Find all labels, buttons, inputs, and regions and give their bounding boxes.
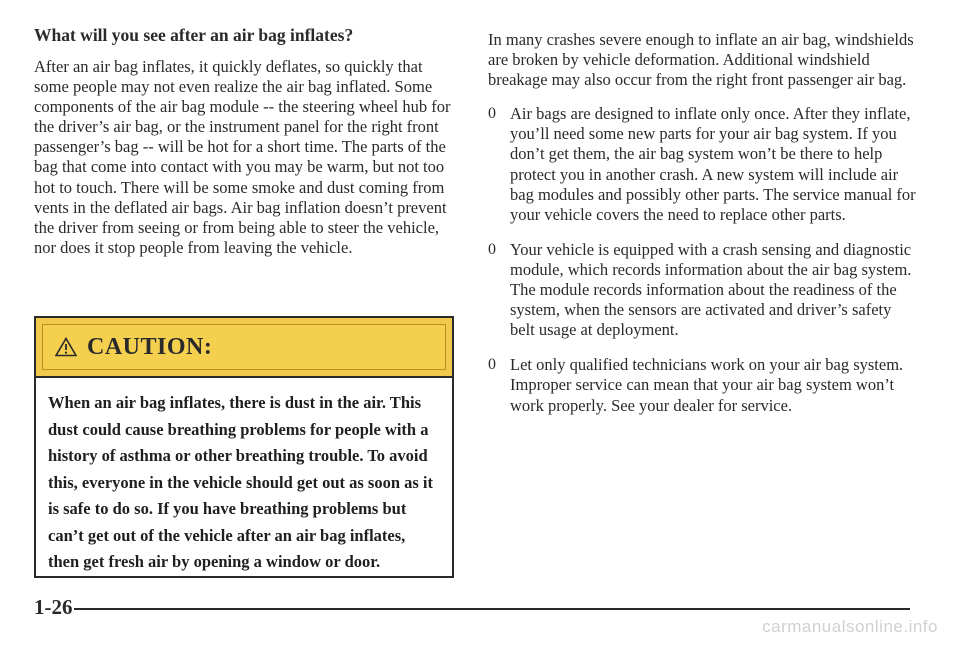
page-number: 1-26 bbox=[34, 595, 73, 619]
windshield-paragraph: In many crashes severe enough to inflate an air bag, windshields are broken by vehicle deformation. Additional windshield breakage may also occur from the right front passenger air bag. bbox=[488, 30, 914, 90]
right-column bbox=[488, 30, 918, 431]
warning-triangle-icon bbox=[55, 337, 77, 357]
list-item bbox=[488, 240, 918, 340]
left-column bbox=[34, 24, 454, 258]
bullet-icon: 0 bbox=[488, 240, 496, 258]
caution-header bbox=[36, 318, 452, 378]
footer-divider bbox=[74, 608, 910, 610]
bullet-text: Let only qualified technicians work on your air bag system. Improper service can mean that your air bag system won’t work properly. See your dealer for service. bbox=[510, 355, 904, 415]
bullet-text: Air bags are designed to inflate only once. After they inflate, you’ll need some new parts for your air bag system. If you don’t get them, the air bag system won’t be there to help protect you in another crash. A new system will include air bag modules and possibly other parts. The service manual for your vehicle covers the need to replace other parts. bbox=[510, 104, 916, 224]
bullet-icon: 0 bbox=[488, 356, 496, 374]
caution-box bbox=[34, 316, 454, 578]
section-heading: What will you see after an air bag inflates? bbox=[34, 25, 354, 45]
watermark: carmanualsonline.info bbox=[762, 617, 938, 636]
list-item bbox=[488, 104, 918, 225]
list-item bbox=[488, 355, 918, 415]
caution-title: CAUTION: bbox=[87, 333, 213, 360]
caution-body: When an air bag inflates, there is dust in the air. This dust could cause breathing problems for people with a history of asthma or other breathing trouble. To avoid this, everyone in the vehicle should get out as soon as it is safe to do so. If you have breathing problems but can’t get out of the vehicle after an air bag inflates, then get fresh air by opening a window or door. bbox=[48, 393, 434, 571]
bullet-list bbox=[488, 104, 918, 415]
inflation-paragraph: After an air bag inflates, it quickly deflates, so quickly that some people may not even realize the air bag inflated. Some components of the air bag module -- the steering wheel hub for the driver’s air bag, or the instrument panel for the right front passenger’s bag -- will be hot for a short time. The parts of the bag that come into contact with you may be warm, but not too hot to touch. There will be some smoke and dust coming from vents in the deflated air bags. Air bag inflation doesn’t prevent the driver from seeing or from being able to steer the vehicle, nor does it stop people from leaving the vehicle. bbox=[34, 57, 451, 257]
bullet-icon: 0 bbox=[488, 105, 496, 123]
caution-header-inner bbox=[42, 324, 446, 370]
bullet-text: Your vehicle is equipped with a crash sensing and diagnostic module, which records information about the air bag system. The module records information about the readiness of the system, when the sensors are activated and driver’s safety belt usage at deployment. bbox=[510, 239, 912, 340]
